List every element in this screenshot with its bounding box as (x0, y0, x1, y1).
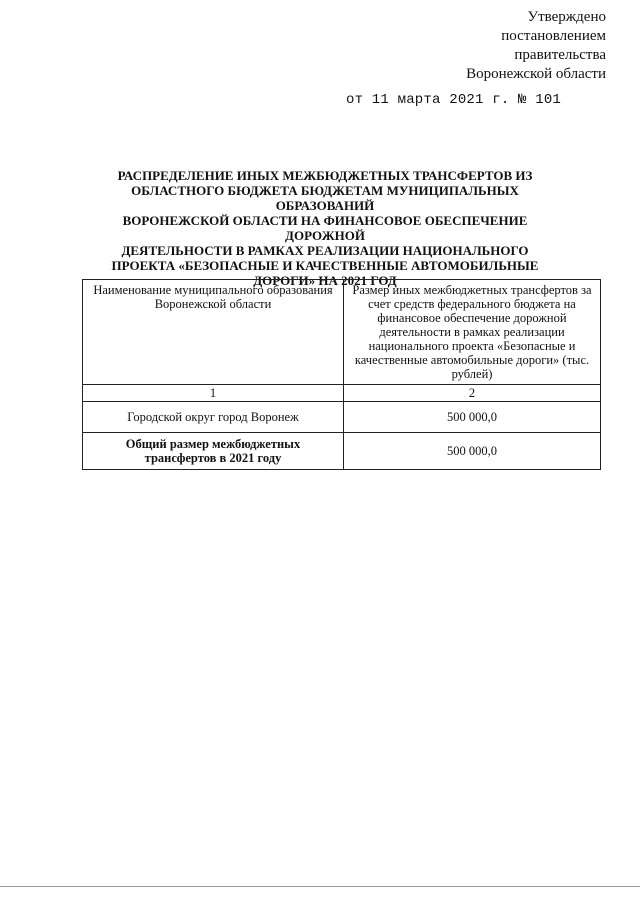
total-label: Общий размер межбюджетных трансфертов в 2021 году (83, 433, 344, 470)
header-municipality: Наименование муниципального образования Воронежской области (83, 280, 344, 385)
distribution-table (82, 279, 601, 470)
table-header-row (83, 280, 601, 385)
approval-line: Утверждено (527, 9, 606, 25)
total-amount: 500 000,0 (344, 433, 601, 470)
approval-line: правительства (514, 47, 606, 63)
municipality-name: Городской округ город Воронеж (83, 402, 344, 433)
column-number: 1 (83, 385, 344, 402)
title-line: ОБЛАСТНОГО БЮДЖЕТА БЮДЖЕТАМ МУНИЦИПАЛЬНЫХ ОБРАЗОВАНИЙ (131, 183, 519, 213)
column-number: 2 (344, 385, 601, 402)
title-line: РАСПРЕДЕЛЕНИЕ ИНЫХ МЕЖБЮДЖЕТНЫХ ТРАНСФЕРТОВ ИЗ (117, 168, 533, 183)
title-line: ВОРОНЕЖСКОЙ ОБЛАСТИ НА ФИНАНСОВОЕ ОБЕСПЕЧЕНИЕ ДОРОЖНОЙ (122, 213, 528, 243)
decree-date: от 11 марта 2021 г. № 101 (346, 92, 562, 108)
document-title (84, 168, 566, 288)
approval-line: постановлением (501, 28, 606, 44)
total-row (83, 433, 601, 470)
title-line: ПРОЕКТА «БЕЗОПАСНЫЕ И КАЧЕСТВЕННЫЕ АВТОМОБИЛЬНЫЕ (111, 258, 539, 273)
approval-stamp (466, 8, 606, 84)
title-line: ДЕЯТЕЛЬНОСТИ В РАМКАХ РЕАЛИЗАЦИИ НАЦИОНАЛЬНОГО (121, 243, 529, 258)
page-bottom-divider (0, 886, 640, 887)
table-row (83, 402, 601, 433)
column-number-row (83, 385, 601, 402)
approval-line: Воронежской области (466, 66, 606, 82)
transfer-amount: 500 000,0 (344, 402, 601, 433)
title-line: ДОРОГИ» НА 2021 ГОД (253, 273, 397, 288)
header-transfer-amount: Размер иных межбюджетных трансфертов за счет средств федерального бюджета на финансовое обеспечение дорожной деятельности в рамках реализации национального проекта «Безопасные и качественные автомобильные дороги» (тыс. рублей) (344, 280, 601, 385)
